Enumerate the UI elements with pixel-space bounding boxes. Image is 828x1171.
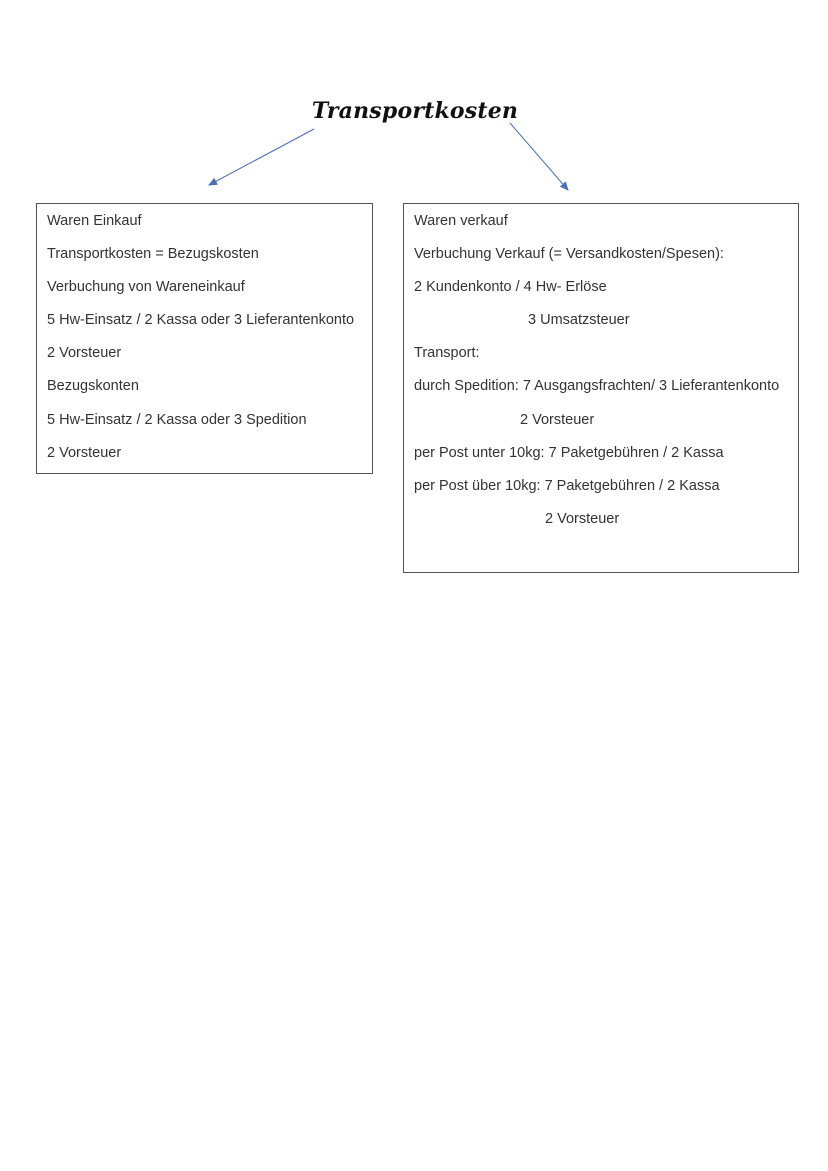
box-heading: Waren verkauf (414, 213, 508, 229)
text-line: Bezugskonten (47, 378, 139, 395)
box-heading: Waren Einkauf (47, 213, 142, 229)
text-line: per Post unter 10kg: 7 Paketgebühren / 2 Kassa (414, 444, 724, 461)
text-line: 3 Umsatzsteuer (528, 312, 630, 329)
text-line: 2 Vorsteuer (47, 345, 122, 362)
text-line: Verbuchung von Wareneinkauf (47, 279, 245, 296)
text-line: 5 Hw-Einsatz / 2 Kassa oder 3 Lieferantenkonto (47, 312, 355, 329)
box-waren-einkauf (36, 203, 373, 474)
text-line: 2 Vorsteuer (520, 411, 595, 428)
text-line: 2 Vorsteuer (47, 444, 122, 461)
arrows (0, 0, 828, 220)
arrow-left (209, 129, 314, 185)
text-line: 2 Vorsteuer (545, 510, 620, 527)
diagram-title: Transportkosten (311, 98, 519, 124)
text-line: durch Spedition: 7 Ausgangsfrachten/ 3 Lieferantenkonto (414, 378, 780, 395)
box-waren-verkauf (403, 203, 799, 573)
text-line: Transportkosten = Bezugskosten (47, 246, 259, 263)
text-line: Transport: (414, 345, 480, 362)
arrow-right (510, 123, 568, 190)
text-line: per Post über 10kg: 7 Paketgebühren / 2 Kassa (414, 477, 720, 494)
text-line: 2 Kundenkonto / 4 Hw- Erlöse (414, 279, 607, 296)
text-line: Verbuchung Verkauf (= Versandkosten/Spesen): (414, 246, 724, 263)
text-line: 5 Hw-Einsatz / 2 Kassa oder 3 Spedition (47, 411, 307, 428)
